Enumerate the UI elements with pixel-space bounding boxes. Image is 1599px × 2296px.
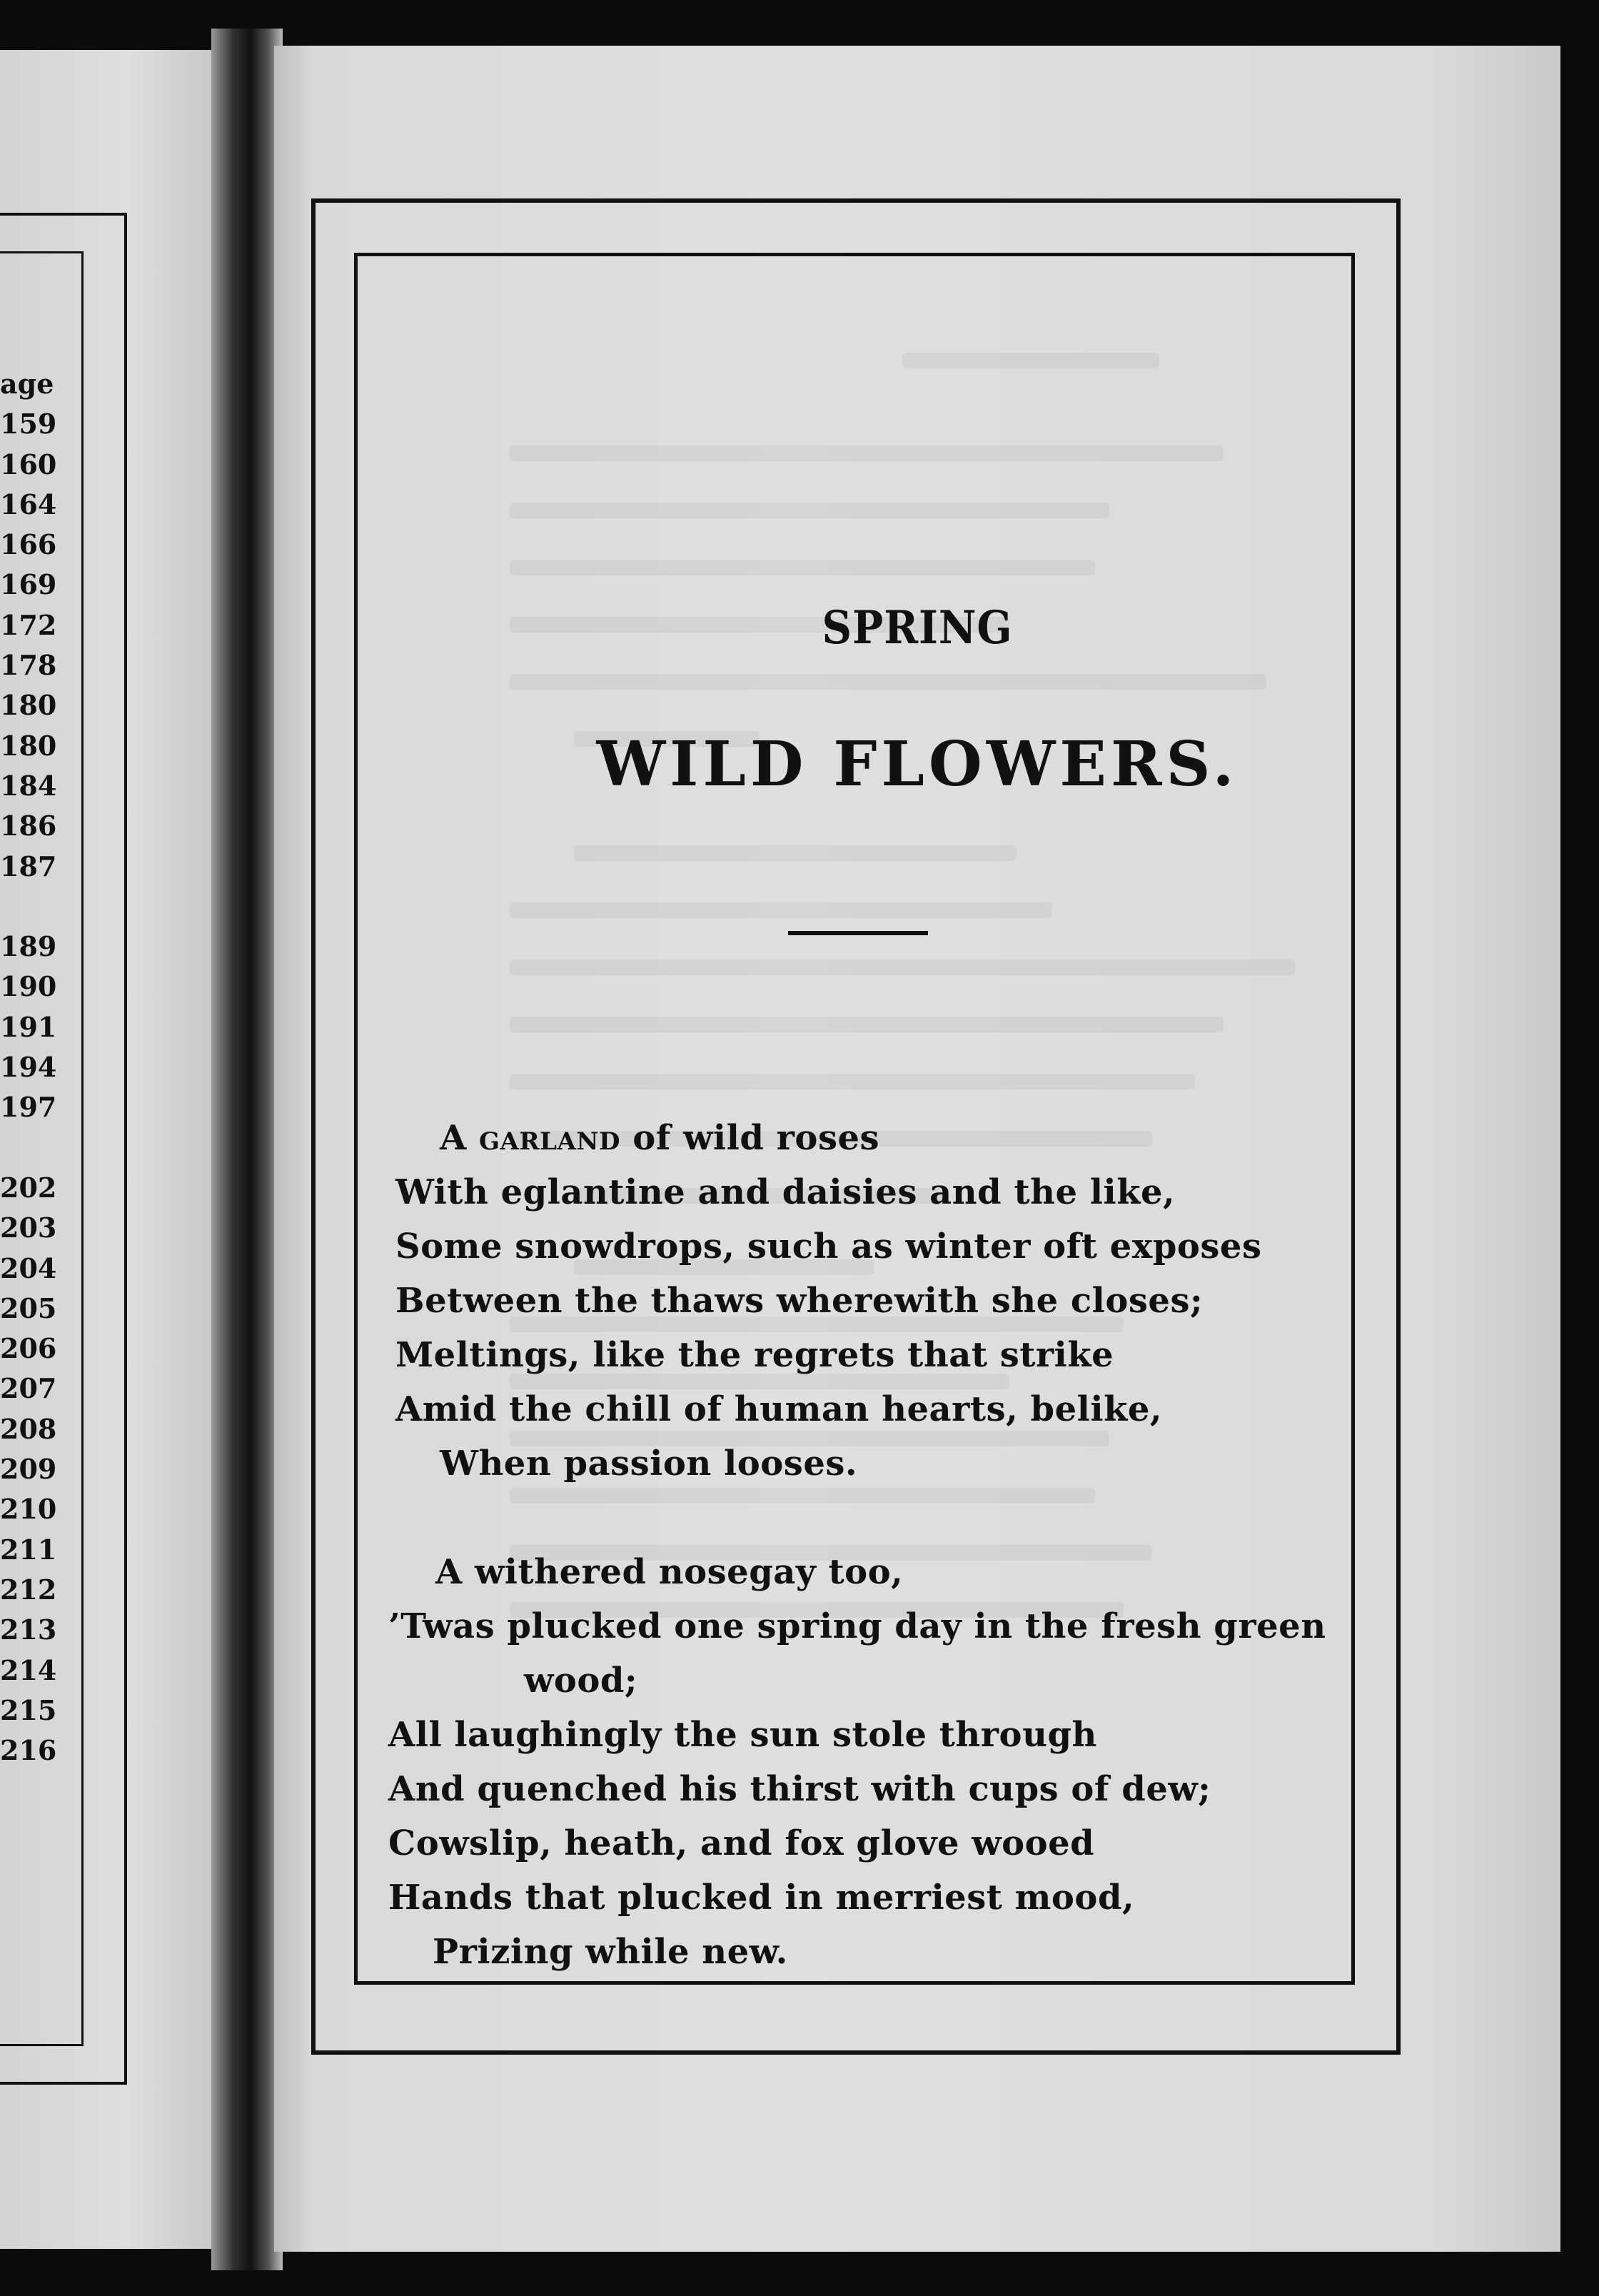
poem-page xyxy=(274,46,1560,2252)
contents-page-number: 202 xyxy=(0,1171,57,1204)
contents-page-number: 210 xyxy=(0,1493,57,1526)
stanza1-line5: Meltings, like the regrets that strike xyxy=(395,1335,1114,1375)
contents-page-number: 191 xyxy=(0,1010,57,1043)
contents-page-number: 159 xyxy=(0,408,57,440)
contents-page-number: 187 xyxy=(0,850,57,882)
contents-page-number: 160 xyxy=(0,448,57,480)
contents-page-number: 164 xyxy=(0,488,57,520)
title-rule xyxy=(788,931,928,935)
contents-page-number: 206 xyxy=(0,1332,57,1365)
contents-page-number: 169 xyxy=(0,568,57,601)
stanza2-line1: A withered nosegay too, xyxy=(435,1552,904,1592)
contents-page-number: 172 xyxy=(0,608,57,641)
stanza1-line1-rest: of wild roses xyxy=(620,1118,880,1158)
stanza2-line2: ’Twas plucked one spring day in the fresh green xyxy=(388,1606,1326,1646)
stanza2-line6: Hands that plucked in merriest mood, xyxy=(388,1878,1135,1918)
contents-page-number: 166 xyxy=(0,528,57,561)
book-gutter xyxy=(211,29,283,2270)
poem-title: WILD FLOWERS. xyxy=(596,728,1239,800)
contents-page-number-column xyxy=(0,364,57,1771)
contents-page-number: 178 xyxy=(0,649,57,682)
section-heading: SPRING xyxy=(822,601,1013,655)
contents-spacer xyxy=(0,887,46,927)
stanza1-line3: Some snowdrops, such as winter oft exposes xyxy=(395,1227,1262,1267)
contents-spacer xyxy=(0,1128,46,1168)
contents-page-number: 194 xyxy=(0,1051,57,1084)
contents-page-number: 216 xyxy=(0,1734,57,1767)
stanza2-line7: Prizing while new. xyxy=(433,1932,788,1972)
contents-page-number: 209 xyxy=(0,1453,57,1486)
contents-page-number: 180 xyxy=(0,729,57,762)
contents-page-number: 190 xyxy=(0,970,57,1003)
stanza1-opening-words: A garland xyxy=(440,1118,620,1158)
stanza2-line4: And quenched his thirst with cups of dew; xyxy=(388,1769,1211,1809)
contents-page-number: 184 xyxy=(0,769,57,802)
stanza1-line4: Between the thaws wherewith she closes; xyxy=(395,1281,1204,1321)
contents-page-number: 207 xyxy=(0,1372,57,1405)
contents-page-number: 213 xyxy=(0,1613,57,1646)
stanza2-line3: All laughingly the sun stole through xyxy=(388,1715,1097,1755)
contents-column-header: age xyxy=(0,368,54,400)
contents-page-number: 214 xyxy=(0,1653,57,1686)
stanza1-line7: When passion looses. xyxy=(440,1444,858,1484)
contents-page-number: 189 xyxy=(0,930,57,963)
contents-page-number: 215 xyxy=(0,1693,57,1726)
contents-page-number: 212 xyxy=(0,1573,57,1606)
stanza1-line1 xyxy=(440,1118,879,1158)
contents-page-number: 180 xyxy=(0,689,57,722)
contents-page-number: 208 xyxy=(0,1412,57,1445)
contents-page-number: 204 xyxy=(0,1252,57,1284)
stanza1-line6: Amid the chill of human hearts, belike, xyxy=(395,1389,1163,1429)
stanza2-line2-continuation: wood; xyxy=(524,1661,638,1701)
contents-page-number: 211 xyxy=(0,1533,57,1566)
contents-page-number: 186 xyxy=(0,810,57,842)
contents-page-number: 205 xyxy=(0,1292,57,1324)
stanza1-line2: With eglantine and daisies and the like, xyxy=(395,1172,1176,1212)
contents-page-number: 203 xyxy=(0,1212,57,1244)
stanza2-line5: Cowslip, heath, and fox glove wooed xyxy=(388,1823,1095,1863)
previous-page xyxy=(0,50,214,2249)
contents-page-number: 197 xyxy=(0,1091,57,1124)
